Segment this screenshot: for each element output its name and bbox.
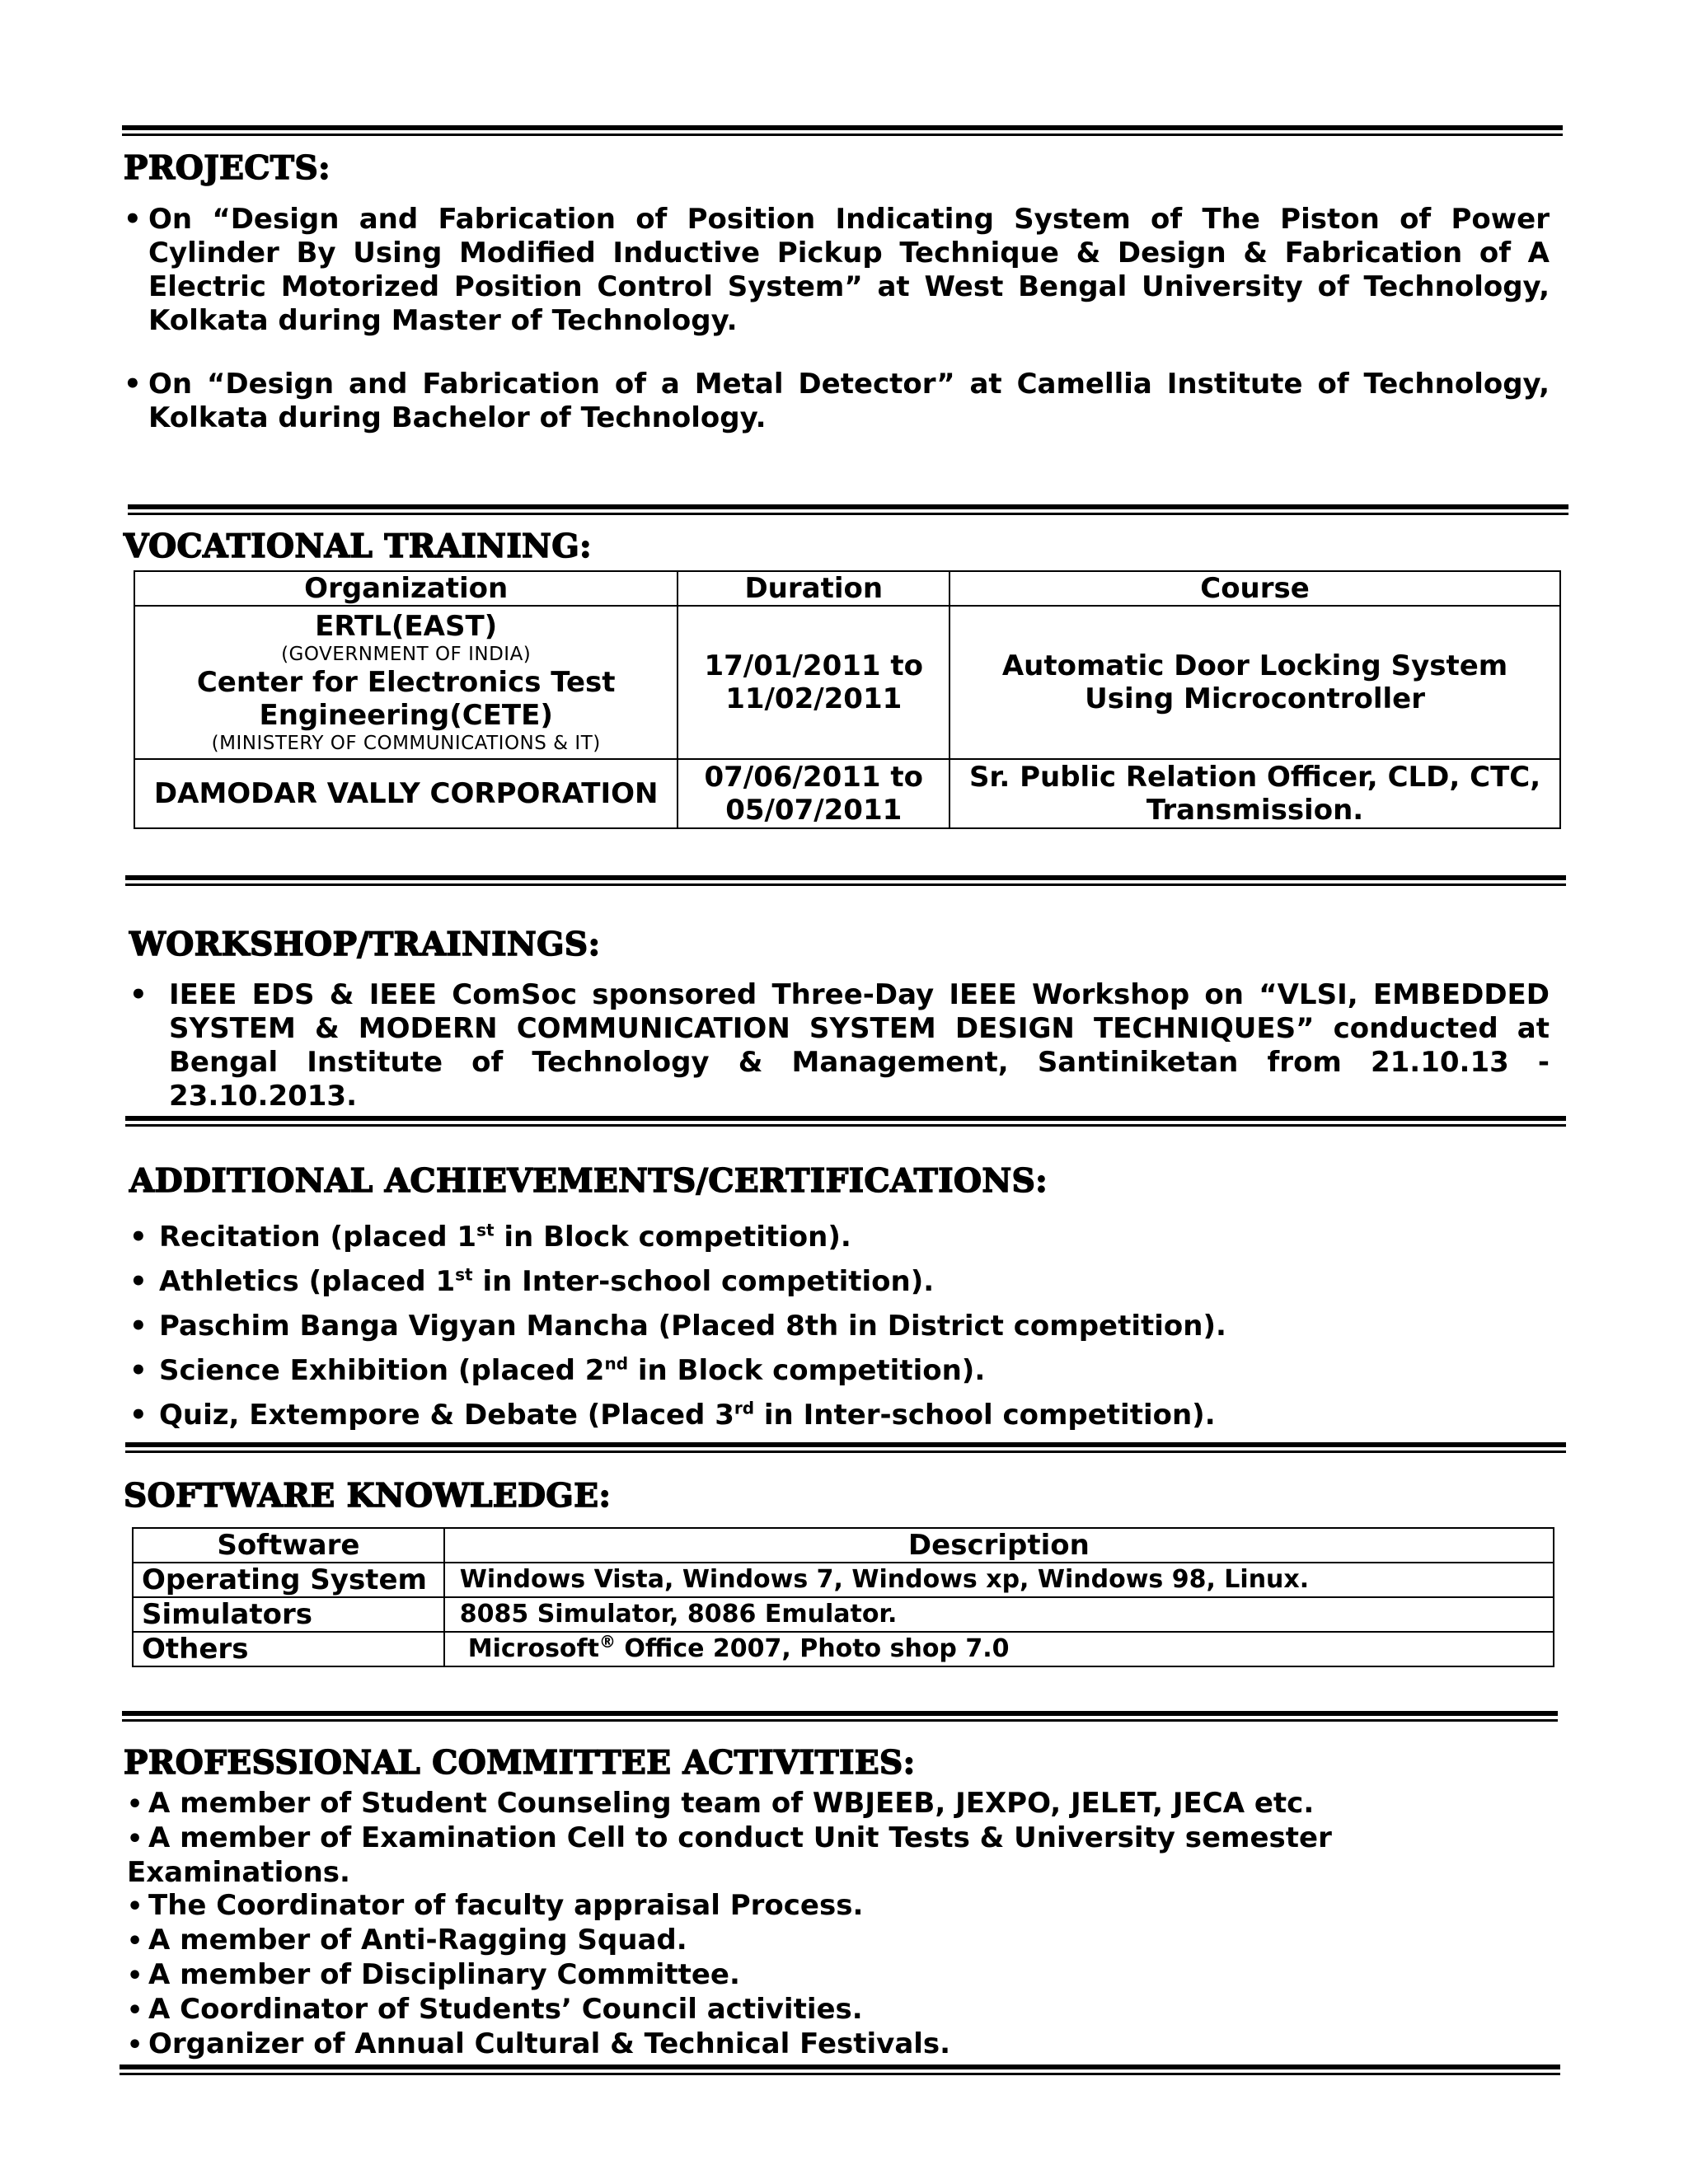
section-divider (122, 1711, 1558, 1722)
software-name: Operating System (133, 1563, 444, 1597)
project-item-text: On “Design and Fabrication of Position Indicating System of The Piston of Power Cylinder By Using Modified Inductive Pickup Technique & Design & Fabrication of A Electric Motorized Position Control System” at West Bengal University of Technology, Kolkata during Master of Technology. (148, 203, 1550, 337)
superscript: st (476, 1220, 495, 1240)
projects-heading: PROJECTS: (124, 149, 331, 187)
list-item (124, 368, 1550, 435)
achievements-list (129, 1215, 1547, 1437)
section-divider (125, 1116, 1566, 1127)
achievement-text: Paschim Banga Vigyan Mancha (Placed 8th in District competition). (159, 1310, 1226, 1343)
workshop-heading: WORKSHOP/TRAININGS: (129, 926, 601, 963)
committee-item-text: A member of Disciplinary Committee. (148, 1958, 740, 1991)
list-item (127, 1993, 1561, 2027)
list-item (124, 203, 1550, 338)
software-description (444, 1632, 1554, 1666)
duration-cell (678, 759, 950, 828)
organization-cell (134, 606, 678, 759)
bullet-icon: • (127, 1892, 143, 1921)
list-item (129, 1215, 1547, 1259)
table-row (134, 606, 1560, 759)
committee-item-text: A member of Examination Cell to conduct Unit Tests & University semester Examinations. (127, 1821, 1332, 1889)
bullet-icon: • (127, 1927, 143, 1956)
list-item (127, 1821, 1561, 1889)
table-row (133, 1632, 1554, 1666)
section-divider (122, 125, 1563, 136)
org-subtitle-2: (MINISTERY OF COMMUNICATIONS & IT) (211, 733, 601, 754)
section-divider (125, 875, 1566, 886)
projects-list (124, 203, 1550, 435)
achievement-text: Recitation (placed 1 (159, 1221, 477, 1254)
list-item (129, 1348, 1547, 1393)
bullet-icon: • (127, 1961, 143, 1990)
bullet-icon: • (124, 203, 142, 236)
bullet-icon: • (127, 1996, 143, 2025)
software-description (444, 1563, 1554, 1597)
achievement-text: in Inter-school competition). (472, 1265, 935, 1298)
committee-item-text: A member of Student Counseling team of WBJEEB, JEXPO, JELET, JECA etc. (148, 1787, 1315, 1820)
committee-item-text: A Coordinator of Students’ Council activities. (148, 1993, 863, 2026)
workshop-list (129, 978, 1550, 1113)
bullet-icon: • (129, 978, 148, 1011)
superscript: nd (604, 1353, 629, 1374)
list-item (129, 1393, 1547, 1437)
column-header: Duration (678, 571, 950, 606)
superscript: rd (734, 1398, 755, 1418)
table-row (133, 1563, 1554, 1597)
column-header: Description (444, 1528, 1554, 1563)
software-heading: SOFTWARE KNOWLEDGE: (124, 1477, 612, 1515)
list-item (129, 978, 1550, 1113)
achievement-text: in Inter-school competition). (754, 1399, 1216, 1432)
section-divider (120, 2064, 1560, 2075)
registered-mark: ® (598, 1632, 616, 1652)
list-item (127, 1924, 1561, 1958)
column-header: Course (950, 571, 1560, 606)
table-header-row (134, 571, 1560, 606)
bullet-icon: • (129, 1221, 148, 1254)
committee-item-text: Organizer of Annual Cultural & Technical Festivals. (148, 2027, 951, 2060)
column-header: Organization (134, 571, 678, 606)
superscript: st (455, 1264, 473, 1285)
duration-cell (678, 606, 950, 759)
list-item (127, 1958, 1561, 1993)
achievements-heading: ADDITIONAL ACHIEVEMENTS/CERTIFICATIONS: (129, 1162, 1048, 1200)
list-item (127, 1787, 1561, 1821)
bullet-icon: • (129, 1265, 148, 1298)
table-row (134, 759, 1560, 828)
vocational-table (134, 570, 1561, 829)
achievement-text: Science Exhibition (placed 2 (159, 1354, 605, 1387)
description-text: Office 2007, Photo shop 7.0 (615, 1634, 1010, 1663)
description-text: 8085 Simulator, 8086 Emulator. (459, 1600, 898, 1629)
org-subtitle: (GOVERNMENT OF INDIA) (281, 644, 532, 665)
table-row (133, 1597, 1554, 1632)
bullet-icon: • (127, 1825, 143, 1854)
section-divider (125, 1442, 1566, 1453)
bullet-icon: • (129, 1310, 148, 1343)
achievement-text: Quiz, Extempore & Debate (Placed 3 (159, 1399, 734, 1432)
section-divider (128, 504, 1568, 515)
bullet-icon: • (127, 2031, 143, 2060)
org-name-2: Center for Electronics Test Engineering(CETE) (196, 666, 616, 732)
list-item (127, 2027, 1561, 2062)
list-item (129, 1259, 1547, 1304)
course-text: Automatic Door Locking System Using Microcontroller (1001, 649, 1508, 715)
duration-text: 17/01/2011 to 11/02/2011 (704, 649, 924, 715)
org-name: ERTL(EAST) (315, 610, 498, 643)
software-table (132, 1527, 1554, 1667)
vocational-heading: VOCATIONAL TRAINING: (124, 527, 593, 565)
bullet-icon: • (124, 368, 142, 401)
bullet-icon: • (129, 1354, 148, 1387)
software-name: Others (133, 1632, 444, 1666)
description-text: Microsoft (467, 1634, 599, 1663)
list-item (129, 1304, 1547, 1348)
achievement-text: in Block competition). (628, 1354, 986, 1387)
column-header: Software (133, 1528, 444, 1563)
committee-heading: PROFESSIONAL COMMITTEE ACTIVITIES: (124, 1744, 916, 1782)
course-cell: Sr. Public Relation Officer, CLD, CTC, Transmission. (950, 759, 1560, 828)
table-header-row (133, 1528, 1554, 1563)
software-name: Simulators (133, 1597, 444, 1632)
software-description (444, 1597, 1554, 1632)
duration-text: 07/06/2011 to 05/07/2011 (704, 761, 924, 827)
description-text: Windows Vista, Windows 7, Windows xp, Windows 98, Linux. (459, 1565, 1310, 1594)
bullet-icon: • (129, 1399, 148, 1432)
project-item-text: On “Design and Fabrication of a Metal Detector” at Camellia Institute of Technology, Kolkata during Bachelor of Technology. (148, 368, 1550, 434)
achievement-text: Athletics (placed 1 (159, 1265, 456, 1298)
workshop-item-text: IEEE EDS & IEEE ComSoc sponsored Three-Day IEEE Workshop on “VLSI, EMBEDDED SYSTEM & MODERN COMMUNICATION SYSTEM DESIGN TECHNIQUES” conducted at Bengal Institute of Technology & Management, Santiniketan from 21.10.13 - 23.10.2013. (169, 978, 1550, 1113)
committee-item-text: A member of Anti-Ragging Squad. (148, 1924, 687, 1957)
achievement-text: in Block competition). (494, 1221, 851, 1254)
committee-item-text: The Coordinator of faculty appraisal Process. (148, 1889, 864, 1922)
committee-list (127, 1787, 1561, 2062)
list-item (127, 1889, 1561, 1924)
course-cell (950, 606, 1560, 759)
bullet-icon: • (127, 1790, 143, 1819)
organization-cell: DAMODAR VALLY CORPORATION (134, 759, 678, 828)
